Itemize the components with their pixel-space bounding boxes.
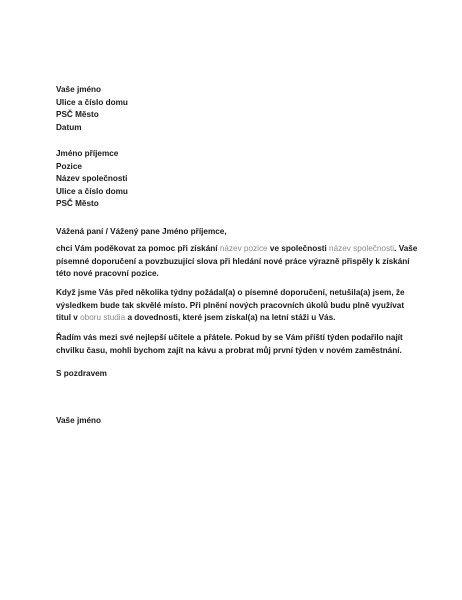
salutation: Vážená paní / Vážený pane Jméno příjemce, [56,227,227,236]
sender-street: Ulice a číslo domu [56,97,128,107]
placeholder-company: název společnosti [329,244,395,253]
closing: S pozdravem [56,369,107,378]
paragraph-invitation: Řadím vás mezi své nejlepší učitele a přátele. Pokud by se Vám příští týden podařilo najít chvilku času, mohli bychom zajít na kávu a probrat můj první týden v novém zaměstnání. [56,333,403,355]
paragraph-recommendation [56,287,418,325]
recipient-name: Jméno příjemce [56,149,119,158]
placeholder-field: oboru studia [80,313,126,322]
closing-block [56,368,416,381]
recipient-position: Pozice [56,161,82,171]
sender-city: PSČ Město [56,110,99,119]
paragraph-text: Když jsme Vás před několika týdny požádal(a) o písemné doporučení, netušila(a) jsem, že výsledkem bude tak skvělé místo. Při plnění nových pracovních úkolů budu plně využívat titul v [56,288,405,322]
salutation-block [56,226,416,239]
sender-date: Datum [56,122,82,132]
signature-name: Vaše jméno [56,416,102,425]
paragraph-text: chci Vám poděkovat za pomoc při získání [56,244,220,253]
sender-address [56,84,416,134]
paragraph-text: . Vaše písemné doporučení a povzbuzující slova při hledání nové práce výrazně přispěly k získání této nové pracovní pozice. [56,244,418,278]
paragraph-text: a dovednosti, které jsem získal(a) na letní stáži u Vás. [125,313,336,322]
placeholder-position: název pozice [219,244,268,253]
paragraph-thanks [56,243,418,281]
recipient-street: Ulice a číslo domu [56,186,128,196]
recipient-company: Název společnosti [56,174,128,183]
recipient-city: PSČ Město [56,199,99,208]
paragraph-text: ve společnosti [267,244,330,253]
sender-name: Vaše jméno [56,85,102,94]
signature-block [56,415,416,428]
recipient-address [56,148,416,211]
